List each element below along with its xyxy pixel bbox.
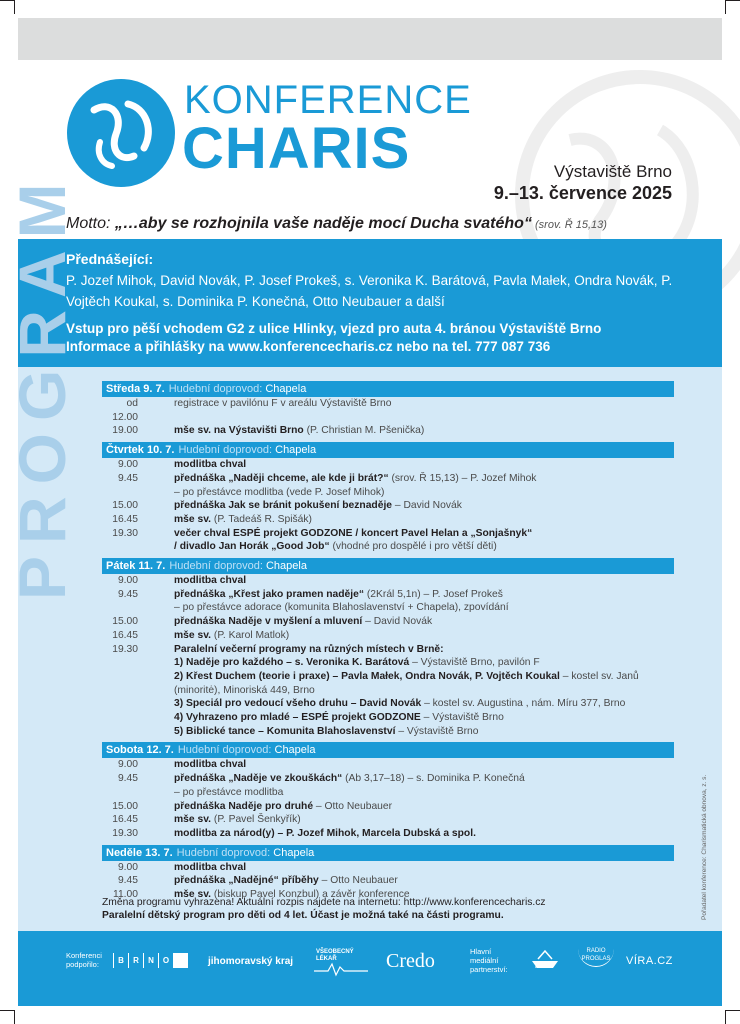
schedule-row: [102, 874, 674, 888]
music-label: Hudební doprovod:: [168, 383, 266, 395]
schedule-item-detail: – David Novák: [392, 500, 462, 512]
parallel-program-main: 1) Naděje pro každého – s. Veronika K. Barátová: [174, 657, 410, 669]
media-label: Hlavní mediální partnerství:: [470, 947, 508, 974]
schedule-item-main: Paralelní večerní programy na různých místech v Brně:: [174, 643, 444, 655]
day-header: [102, 442, 674, 458]
top-gray-bar: [18, 18, 722, 60]
day-header: [102, 742, 674, 758]
schedule-time: 16.45: [112, 513, 138, 525]
day-title: Pátek 11. 7.: [106, 560, 166, 573]
schedule-item: [138, 827, 674, 841]
schedule-time: 16.45: [112, 814, 138, 826]
charis-logo-icon: [66, 78, 176, 188]
crop-mark: [725, 0, 726, 14]
schedule-row: [102, 827, 674, 841]
notes: [102, 896, 546, 922]
schedule-row: [102, 800, 674, 814]
music-label: Hudební doprovod:: [178, 444, 276, 457]
schedule-item-main: přednáška „Nadějné“ příběhy: [174, 875, 319, 887]
parallel-program: [102, 670, 674, 684]
day-header: [102, 381, 674, 397]
parallel-program-detail: (minoritė), Minoriská 449, Brno: [174, 684, 315, 696]
schedule-item: [138, 629, 674, 643]
brno-letter: O: [158, 953, 173, 968]
speakers-heading: Přednášející:: [66, 251, 154, 267]
brno-letter: B: [113, 953, 128, 968]
motto-text: „…aby se rozhojnila vaše naděje mocí Ducha svatého“: [114, 215, 532, 232]
schedule-time: 19.30: [112, 527, 138, 539]
schedule-row: [102, 540, 674, 554]
schedule-row: [102, 527, 674, 541]
noe-logo: NOE: [535, 963, 551, 970]
schedule-item-main: modlitba za národ(y) – P. Jozef Mihok, Marcela Dubská a spol.: [174, 827, 476, 839]
schedule-item: [138, 786, 674, 800]
schedule-row: [102, 397, 674, 424]
motto-label: Motto:: [66, 215, 115, 232]
schedule-item: [138, 574, 674, 588]
crop-mark: [14, 0, 15, 14]
schedule-item-detail: – Otto Neubauer: [313, 800, 393, 812]
schedule-item-detail: (2Král 5,1n) – P. Josef Prokeš: [364, 588, 503, 600]
registration-info: Informace a přihlášky na www.konferencecharis.cz nebo na tel. 777 087 736: [66, 339, 551, 354]
schedule-time: od 12.00: [112, 398, 138, 423]
music-band: Chapela: [275, 444, 317, 457]
schedule-time: [102, 786, 138, 800]
schedule-row: [102, 513, 674, 527]
schedule-time: 15.00: [112, 800, 138, 812]
schedule-item: [138, 861, 674, 875]
schedule-item-detail: (P. Tadeáš R. Spišák): [211, 513, 312, 525]
schedule-time: 15.00: [112, 500, 138, 512]
schedule-item-detail: (P. Christian M. Pšenička): [303, 425, 425, 437]
brno-logo: [113, 953, 188, 968]
schedule-time: 19.30: [112, 643, 138, 655]
music-band: Chapela: [265, 560, 307, 573]
schedule-time: 9.00: [117, 861, 138, 873]
schedule-row: [102, 574, 674, 588]
parallel-program: [102, 697, 674, 711]
schedule-item-main: mše sv.: [174, 814, 212, 826]
logo-konference-text: KONFERENCE: [184, 78, 472, 122]
schedule-item: [138, 499, 674, 513]
schedule-time: 11.00: [112, 889, 138, 901]
schedule-time: 19.30: [112, 827, 138, 839]
parallel-program-detail: – Výstaviště Brno: [420, 712, 504, 724]
schedule-time: 15.00: [112, 616, 138, 628]
schedule-row: [102, 772, 674, 786]
parallel-program: [102, 656, 674, 670]
schedule-item-detail: (P. Karol Matlok): [211, 629, 290, 641]
schedule-row: [102, 758, 674, 772]
schedule-item-detail: (biskup Pavel Konzbul) a závěr konference: [211, 889, 410, 901]
schedule-item-main: modlitba chval: [174, 861, 247, 873]
music-band: Chapela: [273, 846, 315, 859]
heartbeat-icon: [314, 961, 368, 977]
schedule-item-detail: – Otto Neubauer: [318, 875, 398, 887]
crop-mark: [0, 0, 14, 1]
schedule-item-detail: – po přestávce modlitba: [174, 786, 284, 798]
schedule-item: [138, 758, 674, 772]
schedule: [102, 381, 674, 902]
schedule-item: [138, 397, 674, 424]
schedule-item: [138, 458, 674, 472]
schedule-row: [102, 424, 674, 438]
radio-proglas-logo: RADIO PROGLAS: [578, 947, 614, 967]
note-children: Paralelní dětský program pro děti od 4 let. Účast je možná také na části programu.: [102, 910, 504, 921]
schedule-row: [102, 499, 674, 513]
day-title: Středa 9. 7.: [106, 383, 165, 395]
schedule-item: [138, 424, 674, 438]
schedule-item-detail: registrace v pavilónu F v areálu Výstaviště Brno: [174, 398, 392, 409]
schedule-row: [102, 615, 674, 629]
venue: Výstaviště Brno: [553, 162, 672, 181]
schedule-item: [138, 813, 674, 827]
schedule-item-main: přednáška „Naděje ve zkouškách“: [174, 773, 343, 785]
lekar-logo: VŠEOBECNÝ LÉKAŘ: [316, 949, 354, 962]
parallel-program-detail: – kostel sv. Augustina , nám. Míru 377, Brno: [421, 698, 626, 710]
parallel-program-detail: – Výstaviště Brno, pavilón F: [409, 657, 540, 669]
schedule-item-main: mše sv.: [174, 513, 212, 525]
parallel-program-detail: – kostel sv. Janů: [559, 670, 639, 682]
schedule-item-detail: – po přestávce adorace (komunita Blahoslavenství + Chapela), zpovídání: [174, 602, 509, 614]
schedule-time: [102, 486, 138, 500]
schedule-item-detail: (vhodné pro dospělé i pro větší děti): [329, 541, 497, 553]
schedule-item: [138, 513, 674, 527]
schedule-item-main: přednáška „Naději chceme, ale kde ji brát?“: [174, 472, 389, 484]
music-band: Chapela: [274, 744, 316, 757]
schedule-item: [138, 588, 674, 602]
motto-reference: (srov. Ř 15,13): [531, 219, 607, 231]
motto: [66, 215, 676, 233]
schedule-row: [102, 643, 674, 657]
schedule-item-detail: – po přestávce modlitba (vede P. Josef Mihok): [174, 486, 385, 498]
organizer-note: Pořadatel konference: Charismatická obnova, z. s.: [701, 774, 708, 920]
crop-mark: [14, 1010, 15, 1024]
schedule-row: [102, 629, 674, 643]
schedule-item: [138, 643, 674, 657]
schedule-item: [138, 527, 674, 541]
day-header: [102, 845, 674, 861]
schedule-time: [102, 601, 138, 615]
schedule-time: 9.00: [117, 575, 138, 587]
parallel-program-main: 3) Speciál pro vedoucí všeho druhu – David Novák: [174, 698, 422, 710]
program-vertical-label: PROGRAM: [5, 171, 79, 600]
schedule-item-main: přednáška Jak se bránit pokušení beznaděje: [174, 500, 393, 512]
schedule-time: 9.45: [117, 588, 138, 600]
music-label: Hudební doprovod:: [169, 560, 266, 573]
schedule-item-main: přednáška Naděje pro druhé: [174, 800, 314, 812]
logo-charis-text: CHARIS: [182, 116, 411, 181]
schedule-row: [102, 786, 674, 800]
brno-letter: N: [143, 953, 158, 968]
schedule-item: [138, 486, 674, 500]
schedule-item-main: přednáška „Křest jako pramen naděje“: [174, 588, 364, 600]
supported-label: Konferenci podpořilo:: [66, 951, 102, 969]
schedule-item: [138, 800, 674, 814]
schedule-item: [138, 874, 674, 888]
speakers-band: [18, 239, 722, 367]
entry-info: Vstup pro pěší vchodem G2 z ulice Hlinky, vjezd pro auta 4. bránou Výstaviště Brno: [66, 321, 602, 336]
speakers-list: P. Jozef Mihok, David Novák, P. Josef Prokeš, s. Veronika K. Barátová, Pavla Małek, Ondra Novák, P. Vojtěch Koukal, s. Dominika P. Konečná, Otto Neubauer a další: [66, 273, 673, 309]
brno-letter: R: [128, 953, 143, 968]
schedule-time: 9.45: [117, 875, 138, 887]
schedule-time: 9.45: [117, 472, 138, 484]
schedule-item-main: večer chval ESPÉ projekt GODZONE / koncert Pavel Helan a „Sonjašnyk“: [174, 527, 533, 539]
schedule-item-detail: (Ab 3,17–18) – s. Dominika P. Konečná: [342, 773, 525, 785]
crop-mark: [725, 1010, 726, 1024]
day-header: [102, 558, 674, 574]
crop-mark: [0, 1010, 14, 1011]
schedule-item: [138, 615, 674, 629]
schedule-time: 9.00: [117, 459, 138, 471]
schedule-row: [102, 601, 674, 615]
parallel-program-main: 4) Vyhrazeno pro mladé – ESPÉ projekt GODZONE: [174, 712, 421, 724]
schedule-item-detail: – David Novák: [362, 616, 433, 628]
parallel-program: [102, 711, 674, 725]
note-change: Změna programu vyhrazena! Aktuální rozpis najdete na internetu: http://www.konferencecharis.cz: [102, 897, 546, 908]
schedule-item-main: mše sv.: [174, 889, 212, 901]
schedule-row: [102, 486, 674, 500]
schedule-item-main: modlitba chval: [174, 575, 247, 587]
schedule-row: [102, 861, 674, 875]
jmk-logo: jihomoravský kraj: [208, 956, 294, 967]
crop-mark: [726, 1010, 740, 1011]
schedule-time: 9.45: [117, 773, 138, 785]
music-band: Chapela: [265, 383, 307, 395]
music-label: Hudební doprovod:: [176, 846, 274, 859]
schedule-item-detail: (P. Pavel Šenkyřík): [211, 814, 301, 826]
schedule-item-main: / divadlo Jan Horák „Good Job“: [174, 541, 330, 553]
day-title: Neděle 13. 7.: [106, 846, 173, 859]
schedule-row: [102, 458, 674, 472]
credo-logo: Credo: [386, 950, 435, 972]
brno-square-icon: [173, 953, 188, 968]
schedule-time: 19.00: [112, 425, 138, 437]
schedule-time: [102, 540, 138, 554]
schedule-item-main: mše sv. na Výstavišti Brno: [174, 425, 304, 437]
schedule-item: [138, 540, 674, 554]
parallel-program: [102, 684, 674, 698]
schedule-item: [138, 472, 674, 486]
schedule-row: [102, 472, 674, 486]
music-label: Hudební doprovod:: [177, 744, 275, 757]
parallel-program-main: 2) Křest Duchem (teorie i praxe) – Pavla Małek, Ondra Novák, P. Vojtěch Koukal: [174, 670, 560, 682]
parallel-program-detail: – Výstaviště Brno: [395, 725, 479, 737]
schedule-item-main: modlitba chval: [174, 459, 247, 471]
parallel-program: [102, 725, 674, 739]
sponsor-footer: [18, 931, 722, 1006]
schedule-item-main: modlitba chval: [174, 759, 247, 771]
schedule-row: [102, 588, 674, 602]
schedule-time: 16.45: [112, 629, 138, 641]
crop-mark: [726, 0, 740, 1]
parallel-program-main: 5) Biblické tance – Komunita Blahoslavenství: [174, 725, 396, 737]
schedule-item-main: mše sv.: [174, 629, 212, 641]
schedule-item: [138, 772, 674, 786]
vira-logo: VÍRA.CZ: [626, 955, 673, 967]
schedule-time: 9.00: [117, 759, 138, 771]
event-dates: 9.–13. července 2025: [493, 183, 672, 203]
day-title: Čtvrtek 10. 7.: [106, 444, 175, 457]
schedule-item-detail: (srov. Ř 15,13) – P. Jozef Mihok: [388, 472, 537, 484]
schedule-item: [138, 601, 674, 615]
schedule-item-main: přednáška Naděje v myšlení a mluvení: [174, 616, 363, 628]
day-title: Sobota 12. 7.: [106, 744, 174, 757]
schedule-row: [102, 813, 674, 827]
